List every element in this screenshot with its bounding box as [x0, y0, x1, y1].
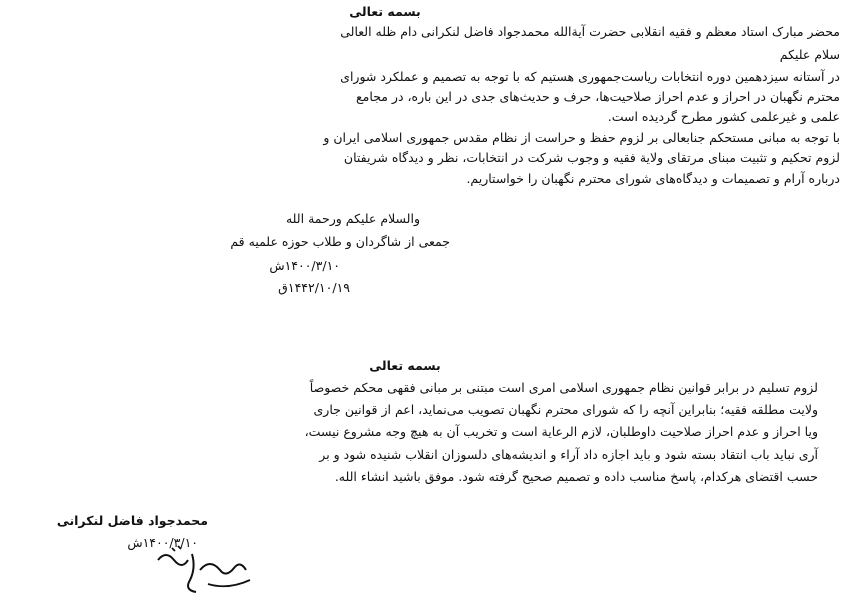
- letter-date-lunar: ۱۴۴۲/۱۰/۱۹ق: [278, 280, 350, 295]
- letter-body-line: درباره آرام و تصمیمات و دیدگاه‌های شورای محترم نگهبان را خواستاریم.: [466, 171, 840, 186]
- reply-body-line: لزوم تسلیم در برابر قوانین نظام جمهوری اسلامی امری است مبتنی بر مبانی فقهی محکم خصوصاً: [309, 380, 818, 395]
- letter-body-line: لزوم تحکیم و تثبیت مبنای مرتقای ولایة فقیه و وجوب شرکت در انتخابات، نظر و دیدگاه شریفتان: [343, 150, 840, 165]
- letter-body-line: با توجه به مبانی مستحکم جنابعالی بر لزوم حفظ و حراست از نظام مقدس جمهوری اسلامی ایران و: [323, 130, 840, 145]
- letter-senders: جمعی از شاگردان و طلاب حوزه علمیه قم: [230, 234, 450, 249]
- reply-body-line: آری نباید باب انتقاد بسته شود و باید اجازه داد آراء و اندیشه‌های دلسوزان انقلاب شنیده شود و بر: [319, 447, 818, 462]
- reply-body-line: ولایت مطلقه فقیه؛ بنابراین آنچه را که شورای محترم نگهبان تصویب می‌نماید، اعم از قوانین جاری: [313, 402, 818, 417]
- letter-header: بسمه تعالی: [349, 4, 421, 19]
- letter-date-solar: ۱۴۰۰/۳/۱۰ش: [269, 258, 340, 273]
- letter-greeting: سلام علیکم: [779, 47, 840, 62]
- letter-body-line: در آستانه سیزدهمین دوره انتخابات ریاست‌جمهوری هستیم که با توجه به تصمیم و عملکرد شورای: [340, 69, 840, 84]
- signature-image: [148, 540, 268, 596]
- letter-closing: والسلام علیکم ورحمة الله: [285, 211, 420, 226]
- reply-date: ۱۴۰۰/۳/۱۰ش: [127, 535, 198, 550]
- reply-body-line: ویا احراز و عدم احراز صلاحیت داوطلبان، لازم الرعایة است و تخریب آن به هیچ وجه مشروع نیست،: [304, 424, 818, 439]
- letter-body-line: محترم نگهبان در احراز و عدم احراز صلاحیت‌ها، حرف و حدیث‌های جدی در این باره، در مجامع: [356, 89, 840, 104]
- letter-addressee: محضر مبارک استاد معظم و فقیه انقلابی حضرت آیةالله محمدجواد فاضل لنکرانی دام ظله العالی: [340, 24, 840, 39]
- reply-body-line: حسب اقتضای هرکدام، پاسخ مناسب داده و تصمیم صحیح گرفته شود. موفق باشید انشاء الله.: [334, 469, 818, 484]
- reply-signer: محمدجواد فاضل لنکرانی: [56, 513, 208, 528]
- letter-body-line: علمی و غیرعلمی کشور مطرح گردیده است.: [607, 109, 840, 124]
- reply-header: بسمه تعالی: [369, 358, 441, 373]
